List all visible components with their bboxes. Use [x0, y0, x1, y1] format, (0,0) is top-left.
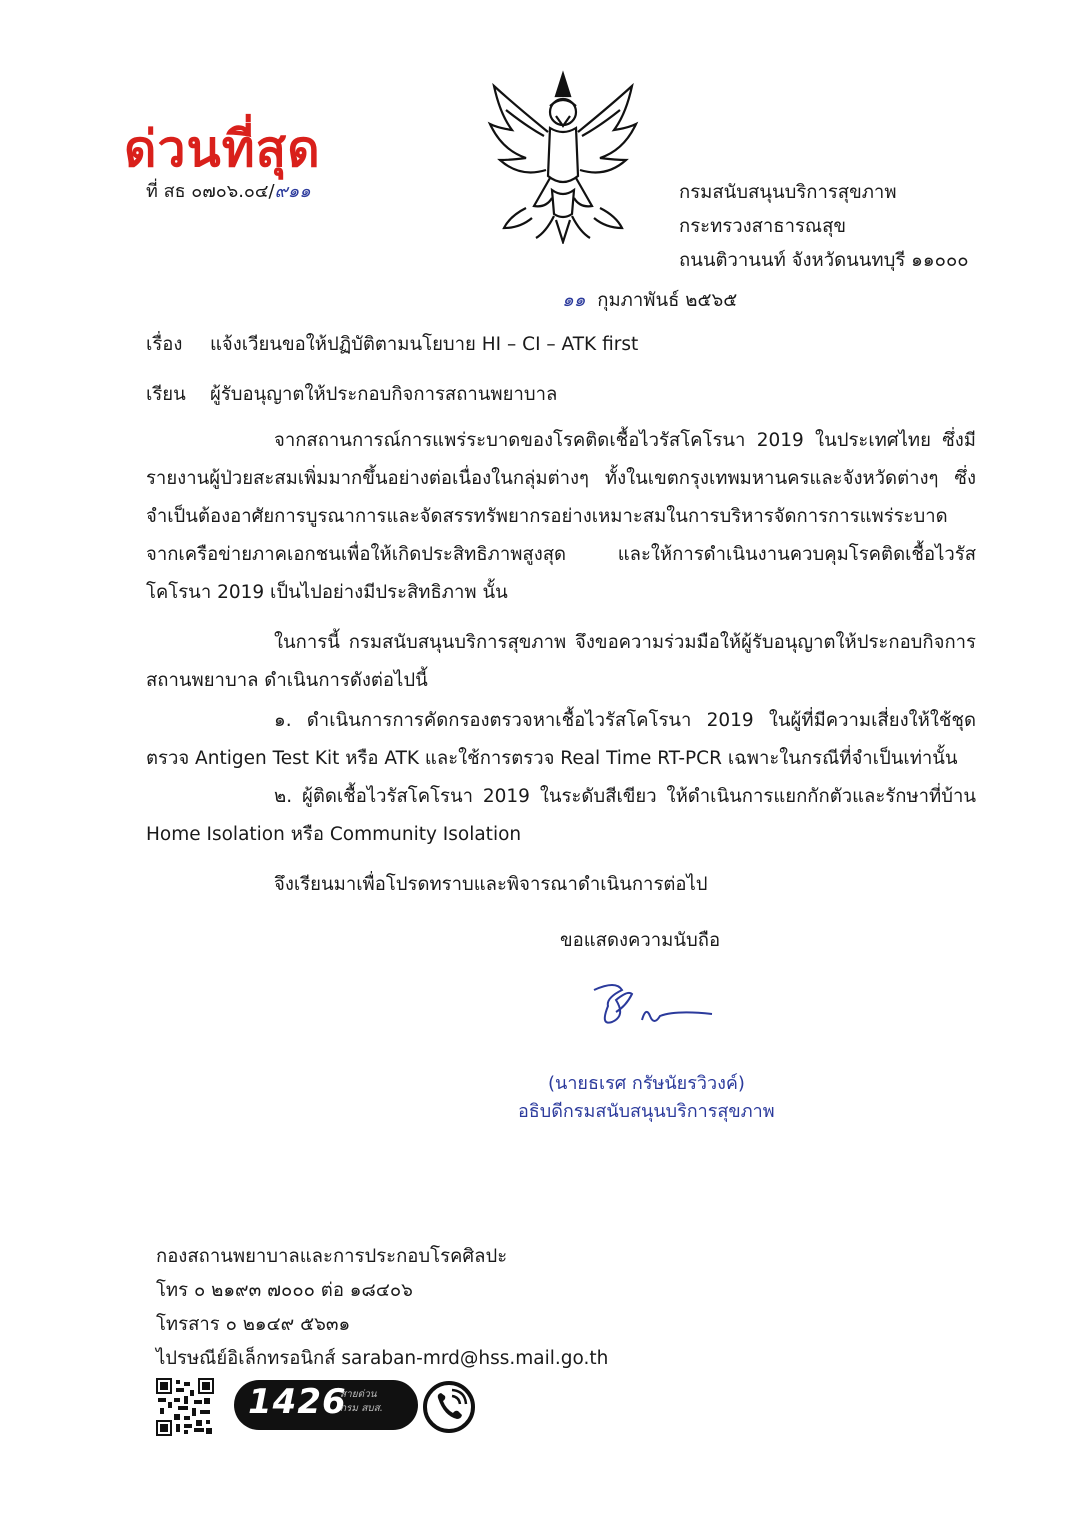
urgency-stamp: ด่วนที่สุด — [124, 120, 321, 178]
recipient-value: ผู้รับอนุญาตให้ประกอบกิจการสถานพยาบาล — [210, 384, 558, 405]
closing-sentence: จึงเรียนมาเพื่อโปรดทราบและพิจารณาดำเนินการต่อไป — [274, 874, 708, 895]
hotline-number: 1426 — [248, 1382, 347, 1422]
signer-position: อธิบดีกรมสนับสนุนบริการสุขภาพ — [518, 1101, 775, 1122]
hotline-tag-line-1: สายด่วน — [340, 1389, 377, 1400]
reference-handwritten: ๙๑๑ — [274, 181, 311, 202]
contact-phone: โทร ๐ ๒๑๙๓ ๗๐๐๐ ต่อ ๑๘๔๐๖ — [156, 1280, 413, 1301]
address-line: ถนนติวานนท์ จังหวัดนนทบุรี ๑๑๐๐๐ — [679, 250, 969, 271]
body-paragraph-2: ในการนี้ กรมสนับสนุนบริการสุขภาพ จึงขอความร่วมมือให้ผู้รับอนุญาตให้ประกอบกิจการสถานพยาบาล ดำเนินการดังต่อไปนี้ — [146, 632, 976, 691]
hotline-tag-line-2: กรม สบส. — [340, 1403, 383, 1414]
ministry-name: กระทรวงสาธารณสุข — [679, 216, 847, 237]
qr-code-icon — [156, 1378, 214, 1436]
date-day-handwritten: ๑๑ — [562, 290, 586, 311]
letter-date — [562, 286, 737, 315]
garuda-emblem-icon — [486, 66, 640, 244]
reference-number — [146, 176, 311, 205]
reference-prefix: ที่ สธ ๐๗๐๖.๐๔/ — [146, 181, 275, 202]
subject-label: เรื่อง — [146, 334, 183, 355]
recipient-label: เรียน — [146, 384, 186, 405]
regards-line: ขอแสดงความนับถือ — [560, 930, 721, 951]
hotline-tag — [340, 1388, 383, 1416]
contact-email[interactable]: ไปรษณีย์อิเล็กทรอนิกส์ saraban-mrd@hss.mail.go.th — [156, 1348, 609, 1369]
contact-block — [156, 1240, 608, 1376]
date-month-year: กุมภาพันธ์ ๒๕๖๕ — [597, 290, 738, 311]
body-item-1: ๑. ดำเนินการการคัดกรองตรวจหาเชื้อไวรัสโคโรนา 2019 ในผู้ที่มีความเสี่ยงให้ใช้ชุดตรวจ Antigen Test Kit หรือ ATK และใช้การตรวจ Real Time RT-PCR เฉพาะในกรณีที่จำเป็นเท่านั้น — [146, 710, 976, 769]
body-item-2: ๒. ผู้ติดเชื้อไวรัสโคโรนา 2019 ในระดับสีเขียว ให้ดำเนินการแยกกักตัวและรักษาที่บ้าน Home Isolation หรือ Community Isolation — [146, 786, 976, 845]
phone-icon — [422, 1380, 476, 1434]
signer-name: (นายธเรศ กรัษนัยรวิวงค์) — [548, 1073, 745, 1094]
handwritten-signature — [586, 976, 726, 1036]
contact-office: กองสถานพยาบาลและการประกอบโรคศิลปะ — [156, 1246, 508, 1267]
contact-fax: โทรสาร ๐ ๒๑๔๙ ๕๖๓๑ — [156, 1314, 351, 1335]
subject-value: แจ้งเวียนขอให้ปฏิบัติตามนโยบาย HI – CI – ATK first — [210, 334, 639, 355]
department-name: กรมสนับสนุนบริการสุขภาพ — [679, 182, 897, 203]
sender-address — [679, 176, 969, 278]
body-paragraph-1: จากสถานการณ์การแพร่ระบาดของโรคติดเชื้อไวรัสโคโรนา 2019 ในประเทศไทย ซึ่งมีรายงานผู้ป่วยสะสมเพิ่มมากขึ้นอย่างต่อเนื่องในกลุ่มต่างๆ ทั้งในเขตกรุงเทพมหานครและจังหวัดต่างๆ ซึ่งจำเป็นต้องอาศัยการบูรณาการและจัดสรรทรัพยากรอย่างเหมาะสมในการบริหารจัดการการแพร่ระบาดจากเครือข่ายภาคเอกชนเพื่อให้เกิดประสิทธิภาพสูงสุด และให้การดำเนินงานควบคุมโรคติดเชื้อไวรัสโคโรนา 2019 เป็นไปอย่างมีประสิทธิภาพ นั้น — [146, 430, 976, 603]
